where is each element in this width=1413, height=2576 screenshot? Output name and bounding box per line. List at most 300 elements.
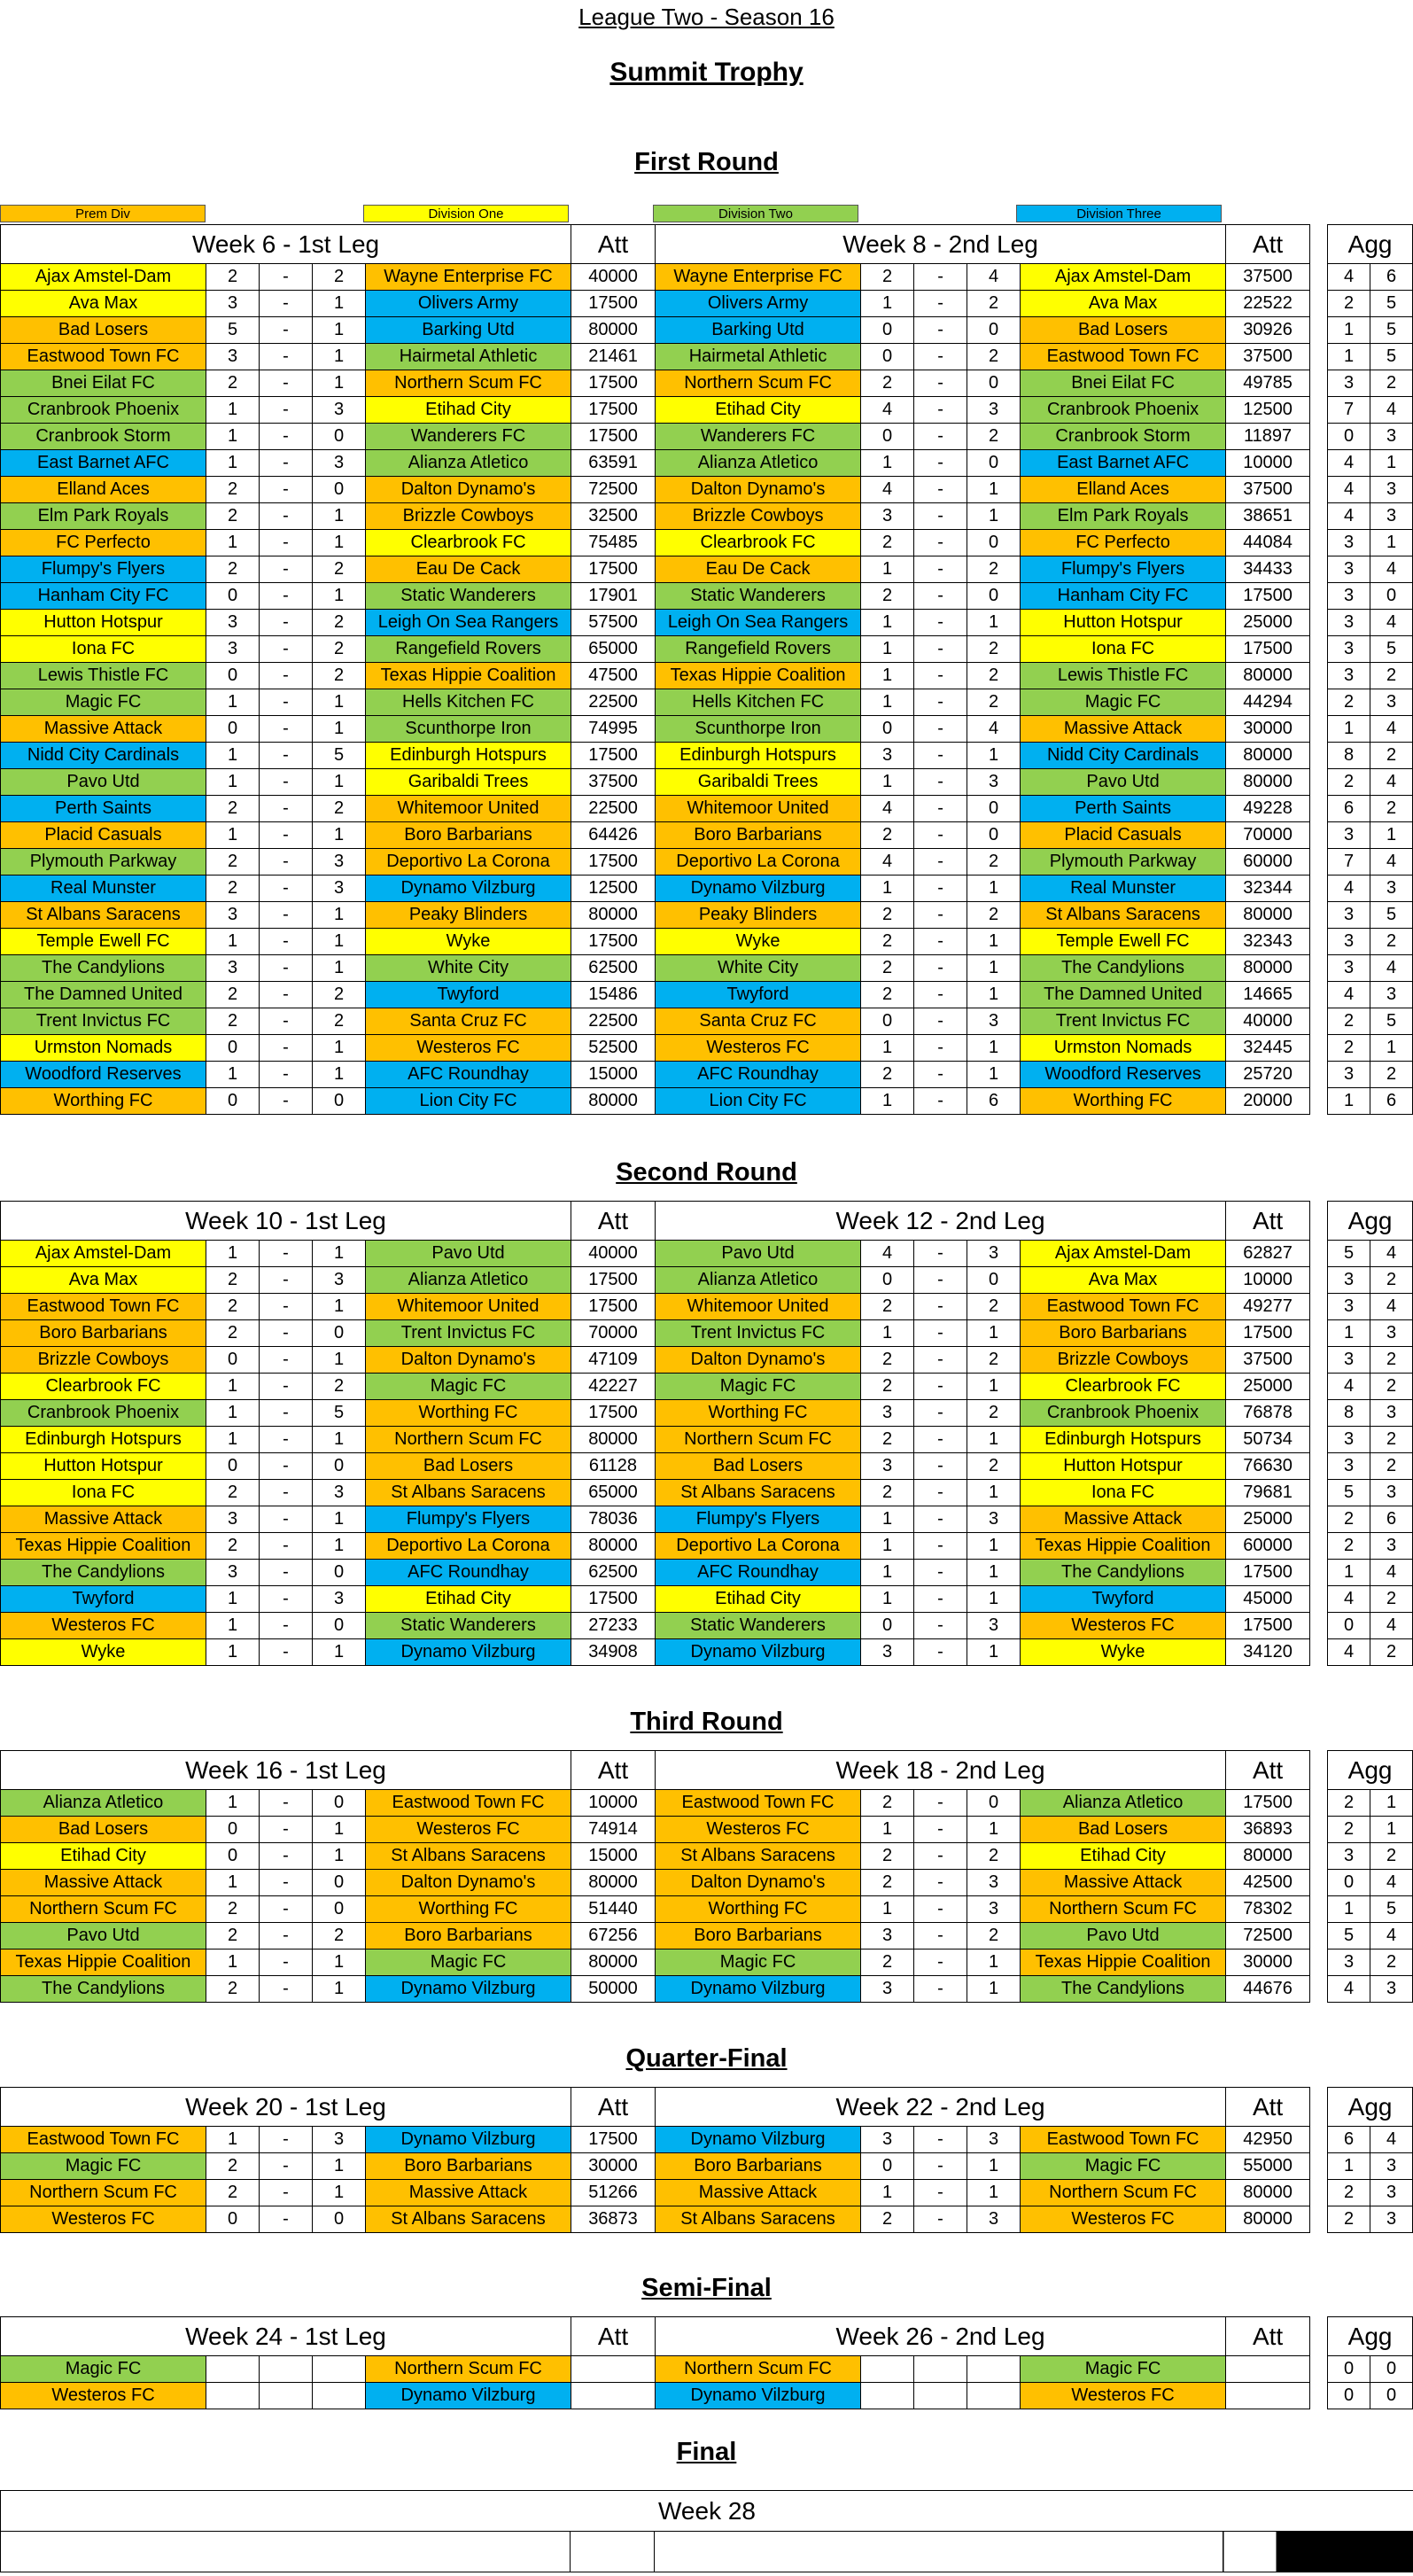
aggregate-team2: 6 bbox=[1370, 264, 1413, 291]
leg2-away-score: 1 bbox=[967, 1374, 1021, 1400]
leg2-home-score: 3 bbox=[861, 503, 914, 530]
leg1-away-score: 2 bbox=[313, 610, 366, 636]
leg1-home-score: 2 bbox=[206, 1267, 260, 1294]
score-separator: - bbox=[914, 689, 967, 716]
aggregate-team1: 2 bbox=[1328, 1506, 1370, 1533]
score-separator: - bbox=[914, 1374, 967, 1400]
match-row bbox=[1, 1586, 1413, 1613]
spacer-cell bbox=[1310, 902, 1328, 929]
leg2-home-score: 1 bbox=[861, 1035, 914, 1062]
leg1-away-score bbox=[313, 2356, 366, 2383]
leg1-home-score: 2 bbox=[206, 2180, 260, 2206]
leg2-away-team: Lewis Thistle FC bbox=[1021, 663, 1226, 689]
leg1-away-team: Santa Cruz FC bbox=[366, 1008, 571, 1035]
leg2-away-team: Twyford bbox=[1021, 1586, 1226, 1613]
score-separator: - bbox=[914, 1088, 967, 1115]
leg2-home-score: 1 bbox=[861, 1560, 914, 1586]
leg1-away-team: Hairmetal Athletic bbox=[366, 344, 571, 370]
leg1-home-team: Massive Attack bbox=[1, 716, 206, 743]
leg2-home-team: White City bbox=[656, 955, 861, 982]
aggregate-team2: 1 bbox=[1370, 1035, 1413, 1062]
leg1-attendance: 80000 bbox=[571, 1533, 656, 1560]
leg1-home-team: Cranbrook Phoenix bbox=[1, 397, 206, 424]
aggregate-team2: 6 bbox=[1370, 1506, 1413, 1533]
leg1-away-score: 3 bbox=[313, 849, 366, 876]
aggregate-team2: 3 bbox=[1370, 2206, 1413, 2233]
leg1-home-team: Hutton Hotspur bbox=[1, 610, 206, 636]
leg2-home-score: 2 bbox=[861, 530, 914, 556]
round-title: Second Round bbox=[616, 1158, 797, 1187]
aggregate-team1: 7 bbox=[1328, 397, 1370, 424]
leg2-home-team: Massive Attack bbox=[656, 2180, 861, 2206]
leg1-home-score: 2 bbox=[206, 1533, 260, 1560]
leg2-home-score: 0 bbox=[861, 716, 914, 743]
match-row bbox=[1, 344, 1413, 370]
leg2-home-score: 1 bbox=[861, 769, 914, 796]
leg2-away-team: Eastwood Town FC bbox=[1021, 1294, 1226, 1320]
aggregate-team1: 2 bbox=[1328, 1790, 1370, 1817]
aggregate-team2: 2 bbox=[1370, 663, 1413, 689]
score-separator: - bbox=[260, 716, 313, 743]
aggregate-team2: 2 bbox=[1370, 1062, 1413, 1088]
leg1-attendance: 57500 bbox=[571, 610, 656, 636]
match-row bbox=[1, 1976, 1413, 2003]
score-separator: - bbox=[914, 1062, 967, 1088]
spacer-cell bbox=[1310, 1267, 1328, 1294]
leg1-away-score: 1 bbox=[313, 1347, 366, 1374]
aggregate-team2: 4 bbox=[1370, 397, 1413, 424]
leg1-home-team: Brizzle Cowboys bbox=[1, 1347, 206, 1374]
leg2-home-team: St Albans Saracens bbox=[656, 1480, 861, 1506]
match-row bbox=[1, 317, 1413, 344]
leg2-attendance: 34120 bbox=[1226, 1639, 1310, 1666]
match-row bbox=[1, 1480, 1413, 1506]
leg1-attendance: 10000 bbox=[571, 1790, 656, 1817]
match-row bbox=[1, 1347, 1413, 1374]
spacer-cell bbox=[1310, 1241, 1328, 1267]
leg2-away-score: 2 bbox=[967, 424, 1021, 450]
leg1-attendance: 36873 bbox=[571, 2206, 656, 2233]
score-separator: - bbox=[914, 1506, 967, 1533]
leg2-home-score: 3 bbox=[861, 743, 914, 769]
leg2-attendance: 17500 bbox=[1226, 1613, 1310, 1639]
leg2-attendance: 45000 bbox=[1226, 1586, 1310, 1613]
leg2-away-score: 0 bbox=[967, 450, 1021, 477]
match-row bbox=[1, 982, 1413, 1008]
leg1-home-score: 0 bbox=[206, 1347, 260, 1374]
aggregate-team1: 1 bbox=[1328, 2153, 1370, 2180]
leg1-attendance: 63591 bbox=[571, 450, 656, 477]
agg-header: Agg bbox=[1328, 225, 1413, 264]
leg1-away-team: St Albans Saracens bbox=[366, 1480, 571, 1506]
leg1-away-team: Static Wanderers bbox=[366, 583, 571, 610]
leg1-home-score: 1 bbox=[206, 1613, 260, 1639]
leg2-attendance: 78302 bbox=[1226, 1896, 1310, 1923]
spacer-cell bbox=[1310, 317, 1328, 344]
leg1-away-score: 1 bbox=[313, 370, 366, 397]
match-row bbox=[1, 716, 1413, 743]
score-separator bbox=[260, 2356, 313, 2383]
spacer-cell bbox=[1310, 2180, 1328, 2206]
leg1-home-score: 0 bbox=[206, 1088, 260, 1115]
spacer-cell bbox=[1310, 2153, 1328, 2180]
leg1-attendance: 30000 bbox=[571, 2153, 656, 2180]
leg1-home-team: Etihad City bbox=[1, 1843, 206, 1870]
aggregate-team1: 1 bbox=[1328, 344, 1370, 370]
leg2-home-team: Static Wanderers bbox=[656, 583, 861, 610]
leg2-away-team: Woodford Reserves bbox=[1021, 1062, 1226, 1088]
leg2-away-score: 3 bbox=[967, 1241, 1021, 1267]
score-separator: - bbox=[914, 1560, 967, 1586]
score-separator: - bbox=[914, 1400, 967, 1427]
aggregate-team1: 7 bbox=[1328, 849, 1370, 876]
leg2-attendance: 40000 bbox=[1226, 1008, 1310, 1035]
leg2-home-score: 1 bbox=[861, 291, 914, 317]
spacer-cell bbox=[1310, 370, 1328, 397]
leg2-home-score: 2 bbox=[861, 1427, 914, 1453]
leg2-header: Week 22 - 2nd Leg bbox=[656, 2088, 1226, 2127]
leg2-home-team: Magic FC bbox=[656, 1950, 861, 1976]
leg1-away-score: 0 bbox=[313, 1790, 366, 1817]
leg1-home-team: Bad Losers bbox=[1, 1817, 206, 1843]
final-week-header: Week 28 bbox=[1, 2491, 1413, 2532]
leg1-home-score: 1 bbox=[206, 1639, 260, 1666]
leg2-away-score: 1 bbox=[967, 1035, 1021, 1062]
leg1-home-score: 0 bbox=[206, 583, 260, 610]
score-separator bbox=[914, 2383, 967, 2409]
agg-header: Agg bbox=[1328, 2088, 1413, 2127]
aggregate-team2: 4 bbox=[1370, 716, 1413, 743]
spacer-cell bbox=[1310, 610, 1328, 636]
leg1-away-score: 1 bbox=[313, 716, 366, 743]
leg2-attendance: 32344 bbox=[1226, 876, 1310, 902]
leg2-away-score: 0 bbox=[967, 317, 1021, 344]
leg2-away-team: Ajax Amstel-Dam bbox=[1021, 264, 1226, 291]
score-separator bbox=[914, 2356, 967, 2383]
match-row bbox=[1, 1533, 1413, 1560]
leg1-away-team: Magic FC bbox=[366, 1950, 571, 1976]
leg1-home-team: Westeros FC bbox=[1, 1613, 206, 1639]
leg2-home-team: Deportivo La Corona bbox=[656, 849, 861, 876]
leg2-away-team: The Candylions bbox=[1021, 1560, 1226, 1586]
aggregate-team1: 1 bbox=[1328, 1320, 1370, 1347]
leg2-attendance: 32445 bbox=[1226, 1035, 1310, 1062]
leg1-attendance: 52500 bbox=[571, 1035, 656, 1062]
leg1-header: Week 16 - 1st Leg bbox=[1, 1751, 571, 1790]
round-title: Quarter-Final bbox=[625, 2044, 788, 2073]
spacer-cell bbox=[1310, 1320, 1328, 1347]
aggregate-team1: 3 bbox=[1328, 1427, 1370, 1453]
spacer-cell bbox=[1310, 1427, 1328, 1453]
leg1-away-score: 1 bbox=[313, 822, 366, 849]
score-separator: - bbox=[260, 636, 313, 663]
leg2-attendance: 44676 bbox=[1226, 1976, 1310, 2003]
leg2-away-score: 2 bbox=[967, 556, 1021, 583]
aggregate-team2: 5 bbox=[1370, 344, 1413, 370]
score-separator: - bbox=[260, 1976, 313, 2003]
score-separator: - bbox=[260, 264, 313, 291]
aggregate-team2: 0 bbox=[1370, 2383, 1413, 2409]
leg1-away-score: 1 bbox=[313, 317, 366, 344]
match-row bbox=[1, 397, 1413, 424]
leg2-home-team: Etihad City bbox=[656, 397, 861, 424]
leg2-attendance: 80000 bbox=[1226, 955, 1310, 982]
leg2-away-team: Ava Max bbox=[1021, 1267, 1226, 1294]
leg1-home-team: Lewis Thistle FC bbox=[1, 663, 206, 689]
match-row bbox=[1, 2127, 1413, 2153]
spacer-cell bbox=[1310, 1586, 1328, 1613]
final-result-cell bbox=[1223, 2532, 1413, 2572]
score-separator: - bbox=[260, 1241, 313, 1267]
leg1-attendance: 70000 bbox=[571, 1320, 656, 1347]
leg1-home-team: Ava Max bbox=[1, 1267, 206, 1294]
leg1-home-team: The Candylions bbox=[1, 1976, 206, 2003]
score-separator: - bbox=[260, 1400, 313, 1427]
leg2-away-team: Northern Scum FC bbox=[1021, 2180, 1226, 2206]
aggregate-team2: 4 bbox=[1370, 849, 1413, 876]
leg1-attendance: 47109 bbox=[571, 1347, 656, 1374]
leg1-away-score: 1 bbox=[313, 344, 366, 370]
leg1-away-team: Lion City FC bbox=[366, 1088, 571, 1115]
aggregate-team1: 2 bbox=[1328, 1533, 1370, 1560]
aggregate-team1: 4 bbox=[1328, 876, 1370, 902]
leg1-away-score: 2 bbox=[313, 264, 366, 291]
leg2-away-team: Northern Scum FC bbox=[1021, 1896, 1226, 1923]
leg1-away-team: Dynamo Vilzburg bbox=[366, 876, 571, 902]
spacer-cell bbox=[1310, 1035, 1328, 1062]
aggregate-team2: 1 bbox=[1370, 1790, 1413, 1817]
leg2-attendance: 38651 bbox=[1226, 503, 1310, 530]
leg2-away-score: 0 bbox=[967, 370, 1021, 397]
leg2-home-score: 4 bbox=[861, 849, 914, 876]
leg2-home-score: 0 bbox=[861, 317, 914, 344]
leg2-attendance: 25000 bbox=[1226, 1374, 1310, 1400]
leg1-away-team: St Albans Saracens bbox=[366, 1843, 571, 1870]
aggregate-team2: 2 bbox=[1370, 1453, 1413, 1480]
leg2-attendance: 10000 bbox=[1226, 450, 1310, 477]
leg1-attendance: 17500 bbox=[571, 849, 656, 876]
leg2-away-team: Massive Attack bbox=[1021, 1506, 1226, 1533]
leg1-away-team: Northern Scum FC bbox=[366, 370, 571, 397]
leg2-home-score: 1 bbox=[861, 663, 914, 689]
leg1-home-score: 2 bbox=[206, 1923, 260, 1950]
score-separator: - bbox=[260, 1088, 313, 1115]
leg2-away-score: 2 bbox=[967, 1843, 1021, 1870]
leg1-home-team: Iona FC bbox=[1, 636, 206, 663]
leg1-away-score: 1 bbox=[313, 1639, 366, 1666]
leg2-away-score: 3 bbox=[967, 1870, 1021, 1896]
spacer-cell bbox=[1310, 556, 1328, 583]
leg2-away-team: Placid Casuals bbox=[1021, 822, 1226, 849]
score-separator: - bbox=[260, 344, 313, 370]
leg1-away-team: Westeros FC bbox=[366, 1035, 571, 1062]
leg2-attendance: 22522 bbox=[1226, 291, 1310, 317]
leg2-away-team: Westeros FC bbox=[1021, 2383, 1226, 2409]
leg2-home-team: Etihad City bbox=[656, 1586, 861, 1613]
leg1-attendance: 37500 bbox=[571, 769, 656, 796]
aggregate-team2: 2 bbox=[1370, 743, 1413, 769]
leg1-attendance: 17500 bbox=[571, 1267, 656, 1294]
match-row bbox=[1, 1506, 1413, 1533]
leg2-home-team: Peaky Blinders bbox=[656, 902, 861, 929]
match-row bbox=[1, 1613, 1413, 1639]
leg2-away-team: Magic FC bbox=[1021, 2356, 1226, 2383]
leg2-home-team: Dalton Dynamo's bbox=[656, 1347, 861, 1374]
leg1-attendance: 22500 bbox=[571, 796, 656, 822]
leg2-attendance: 37500 bbox=[1226, 264, 1310, 291]
leg2-home-score: 1 bbox=[861, 876, 914, 902]
leg1-away-team: AFC Roundhay bbox=[366, 1062, 571, 1088]
aggregate-team2: 4 bbox=[1370, 610, 1413, 636]
aggregate-team1: 4 bbox=[1328, 982, 1370, 1008]
aggregate-team2: 3 bbox=[1370, 876, 1413, 902]
aggregate-team2: 0 bbox=[1370, 2356, 1413, 2383]
score-separator: - bbox=[914, 1427, 967, 1453]
spacer-cell bbox=[1310, 1294, 1328, 1320]
leg2-attendance: 12500 bbox=[1226, 397, 1310, 424]
aggregate-team1: 8 bbox=[1328, 1400, 1370, 1427]
round-table bbox=[0, 1201, 1413, 1666]
score-separator: - bbox=[914, 1294, 967, 1320]
score-separator: - bbox=[260, 902, 313, 929]
spacer-cell bbox=[1310, 1950, 1328, 1976]
leg1-away-team: Hells Kitchen FC bbox=[366, 689, 571, 716]
leg2-away-score: 1 bbox=[967, 2180, 1021, 2206]
match-row bbox=[1, 1400, 1413, 1427]
leg2-attendance: 37500 bbox=[1226, 344, 1310, 370]
leg2-away-score: 3 bbox=[967, 769, 1021, 796]
spacer-cell bbox=[1310, 1374, 1328, 1400]
leg1-attendance: 80000 bbox=[571, 1950, 656, 1976]
leg2-home-team: Eastwood Town FC bbox=[656, 1790, 861, 1817]
leg2-home-score: 3 bbox=[861, 1453, 914, 1480]
leg1-away-score: 1 bbox=[313, 1062, 366, 1088]
leg2-away-team: Hanham City FC bbox=[1021, 583, 1226, 610]
leg1-away-team: AFC Roundhay bbox=[366, 1560, 571, 1586]
spacer-cell bbox=[1310, 1870, 1328, 1896]
leg1-away-score: 1 bbox=[313, 583, 366, 610]
leg1-attendance: 80000 bbox=[571, 317, 656, 344]
aggregate-team1: 4 bbox=[1328, 503, 1370, 530]
spacer-cell bbox=[1310, 477, 1328, 503]
leg1-away-score: 1 bbox=[313, 1976, 366, 2003]
aggregate-team1: 3 bbox=[1328, 1950, 1370, 1976]
score-separator: - bbox=[914, 556, 967, 583]
leg1-home-team: Placid Casuals bbox=[1, 822, 206, 849]
leg2-attendance: 72500 bbox=[1226, 1923, 1310, 1950]
aggregate-team1: 2 bbox=[1328, 1035, 1370, 1062]
leg2-away-team: Cranbrook Phoenix bbox=[1021, 1400, 1226, 1427]
aggregate-team1: 3 bbox=[1328, 610, 1370, 636]
leg2-home-score: 2 bbox=[861, 982, 914, 1008]
leg1-home-score: 1 bbox=[206, 1950, 260, 1976]
leg2-home-score: 0 bbox=[861, 1008, 914, 1035]
leg2-home-score: 3 bbox=[861, 2127, 914, 2153]
leg2-header: Week 8 - 2nd Leg bbox=[656, 225, 1226, 264]
leg2-away-team: Westeros FC bbox=[1021, 2206, 1226, 2233]
leg1-home-team: Cranbrook Storm bbox=[1, 424, 206, 450]
aggregate-team2: 6 bbox=[1370, 1088, 1413, 1115]
leg2-away-team: Pavo Utd bbox=[1021, 769, 1226, 796]
leg1-home-team: Massive Attack bbox=[1, 1870, 206, 1896]
leg1-away-score: 1 bbox=[313, 1035, 366, 1062]
leg1-home-score: 1 bbox=[206, 2127, 260, 2153]
match-row bbox=[1, 1950, 1413, 1976]
leg2-attendance: 36893 bbox=[1226, 1817, 1310, 1843]
leg2-away-score: 1 bbox=[967, 929, 1021, 955]
leg1-away-team: Wanderers FC bbox=[366, 424, 571, 450]
spacer-cell bbox=[1310, 1202, 1328, 1241]
leg2-away-score: 1 bbox=[967, 2153, 1021, 2180]
leg2-home-team: Dynamo Vilzburg bbox=[656, 876, 861, 902]
leg1-away-team: Northern Scum FC bbox=[366, 2356, 571, 2383]
leg2-att-header: Att bbox=[1226, 225, 1310, 264]
score-separator: - bbox=[914, 1241, 967, 1267]
leg1-home-score bbox=[206, 2356, 260, 2383]
leg2-away-team: St Albans Saracens bbox=[1021, 902, 1226, 929]
leg1-away-team: Etihad City bbox=[366, 397, 571, 424]
leg2-home-score: 1 bbox=[861, 1896, 914, 1923]
leg2-away-score: 1 bbox=[967, 955, 1021, 982]
leg1-away-score: 0 bbox=[313, 1320, 366, 1347]
leg1-attendance: 74914 bbox=[571, 1817, 656, 1843]
score-separator: - bbox=[260, 291, 313, 317]
score-separator: - bbox=[914, 1035, 967, 1062]
aggregate-team1: 2 bbox=[1328, 2180, 1370, 2206]
score-separator: - bbox=[260, 1294, 313, 1320]
spacer-cell bbox=[1310, 796, 1328, 822]
leg1-home-score: 2 bbox=[206, 1480, 260, 1506]
score-separator: - bbox=[260, 1062, 313, 1088]
match-row bbox=[1, 2383, 1413, 2409]
leg1-attendance: 32500 bbox=[571, 503, 656, 530]
aggregate-team1: 3 bbox=[1328, 1267, 1370, 1294]
score-separator: - bbox=[260, 477, 313, 503]
leg1-away-score: 0 bbox=[313, 2206, 366, 2233]
leg2-away-team: Plymouth Parkway bbox=[1021, 849, 1226, 876]
leg1-away-team: Wyke bbox=[366, 929, 571, 955]
leg1-away-team: Static Wanderers bbox=[366, 1613, 571, 1639]
score-separator: - bbox=[914, 291, 967, 317]
leg2-away-score: 1 bbox=[967, 1950, 1021, 1976]
leg1-home-score: 3 bbox=[206, 344, 260, 370]
leg2-away-score: 1 bbox=[967, 743, 1021, 769]
spacer-cell bbox=[1310, 769, 1328, 796]
aggregate-team1: 4 bbox=[1328, 1374, 1370, 1400]
leg1-away-team: Massive Attack bbox=[366, 2180, 571, 2206]
leg2-attendance: 42950 bbox=[1226, 2127, 1310, 2153]
leg1-home-score: 2 bbox=[206, 370, 260, 397]
leg1-home-score: 0 bbox=[206, 1817, 260, 1843]
leg1-home-team: FC Perfecto bbox=[1, 530, 206, 556]
leg2-home-score: 2 bbox=[861, 1062, 914, 1088]
leg1-attendance: 17500 bbox=[571, 1294, 656, 1320]
leg2-attendance: 80000 bbox=[1226, 1843, 1310, 1870]
score-separator: - bbox=[914, 1843, 967, 1870]
leg1-away-score: 3 bbox=[313, 1480, 366, 1506]
leg2-home-team: Brizzle Cowboys bbox=[656, 503, 861, 530]
leg2-attendance: 80000 bbox=[1226, 663, 1310, 689]
aggregate-team2: 3 bbox=[1370, 2180, 1413, 2206]
leg2-away-score: 3 bbox=[967, 1506, 1021, 1533]
aggregate-team1: 3 bbox=[1328, 1453, 1370, 1480]
match-row bbox=[1, 1790, 1413, 1817]
leg1-home-score: 0 bbox=[206, 2206, 260, 2233]
leg2-home-score: 4 bbox=[861, 1241, 914, 1267]
spacer-cell bbox=[1310, 716, 1328, 743]
spacer-cell bbox=[1310, 1400, 1328, 1427]
leg1-home-score: 3 bbox=[206, 610, 260, 636]
